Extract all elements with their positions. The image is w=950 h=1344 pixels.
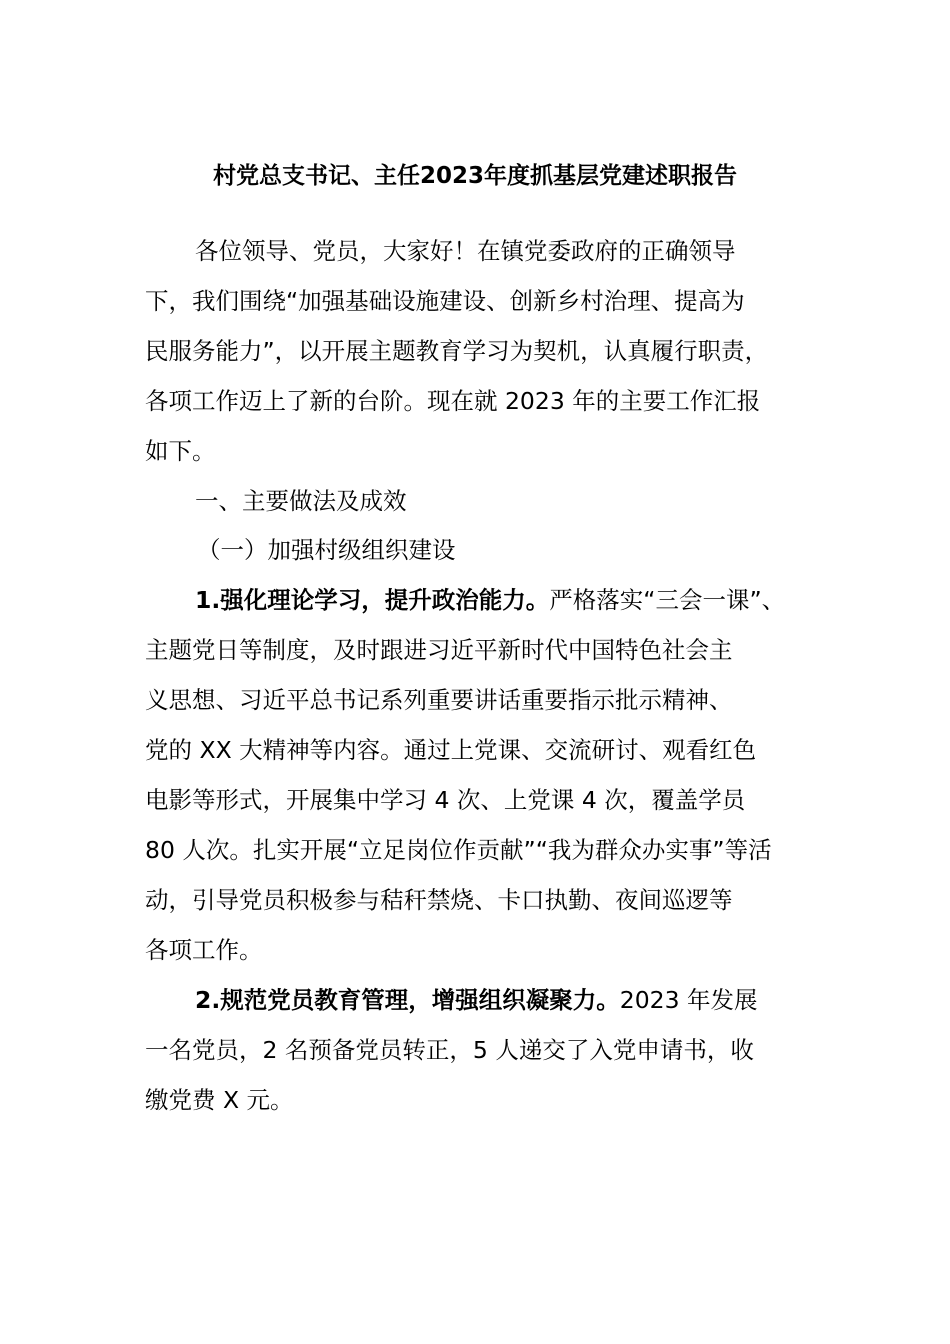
para2-line-2: 一名党员，2 名预备党员转正，5 人递交了入党申请书，收 bbox=[145, 1036, 754, 1064]
intro-line-2: 下，我们围绕“加强基础设施建设、创新乡村治理、提高为 bbox=[145, 287, 745, 315]
para1-line-3: 义思想、习近平总书记系列重要讲话重要指示批示精神、 bbox=[145, 686, 733, 714]
intro-line-5: 如下。 bbox=[145, 437, 216, 465]
intro-line-3: 民服务能力”，以开展主题教育学习为契机，认真履行职责， bbox=[145, 337, 769, 365]
para1-first-line-rest: 严格落实“三会一课”、 bbox=[549, 586, 786, 614]
para2-line-1 bbox=[195, 982, 758, 1018]
para1-line-6: 80 人次。扎实开展“立足岗位作贡献”“我为群众办实事”等活 bbox=[145, 836, 772, 864]
para1-line-1 bbox=[195, 582, 785, 618]
para1-line-2: 主题党日等制度，及时跟进习近平新时代中国特色社会主 bbox=[145, 636, 733, 664]
document-title: 村党总支书记、主任2023年度抓基层党建述职报告 bbox=[212, 163, 737, 189]
para1-line-5: 电影等形式，开展集中学习 4 次、上党课 4 次，覆盖学员 bbox=[145, 786, 746, 814]
subsection-heading-1: （一）加强村级组织建设 bbox=[197, 536, 456, 564]
intro-line-1: 各位领导、党员，大家好！在镇党委政府的正确领导 bbox=[195, 237, 736, 265]
intro-line-4: 各项工作迈上了新的台阶。现在就 2023 年的主要工作汇报 bbox=[145, 387, 761, 415]
para1-heading: 1.强化理论学习，提升政治能力。 bbox=[195, 586, 550, 614]
para2-heading: 2.规范党员教育管理，增强组织凝聚力。 bbox=[195, 986, 620, 1014]
para1-line-7: 动，引导党员积极参与秸秆禁烧、卡口执勤、夜间巡逻等 bbox=[145, 886, 733, 914]
para2-first-line-rest: 2023 年发展 bbox=[619, 986, 758, 1014]
para1-line-8: 各项工作。 bbox=[145, 936, 263, 964]
section-heading-1: 一、主要做法及成效 bbox=[195, 487, 407, 515]
para2-line-3: 缴党费 X 元。 bbox=[145, 1086, 294, 1114]
para1-line-4: 党的 XX 大精神等内容。通过上党课、交流研讨、观看红色 bbox=[145, 736, 757, 764]
